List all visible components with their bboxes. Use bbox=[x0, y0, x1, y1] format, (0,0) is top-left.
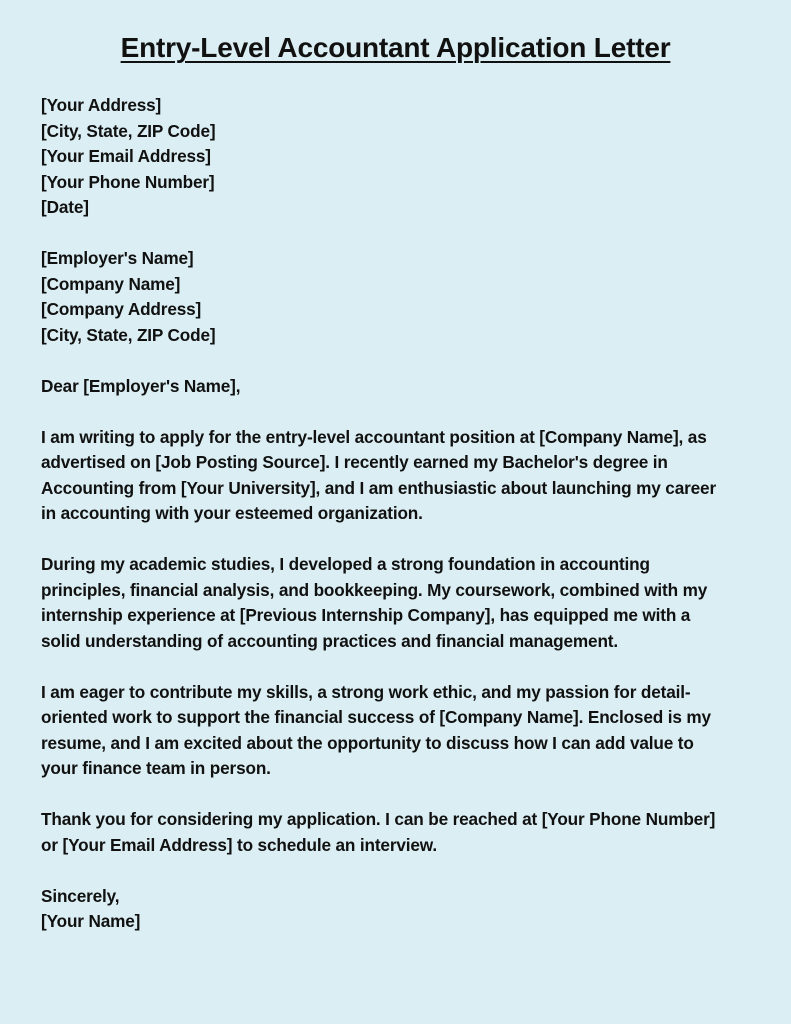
paragraph-line: in accounting with your esteemed organization. bbox=[41, 503, 423, 523]
body-paragraph-4 bbox=[41, 807, 763, 858]
salutation-text: Dear [Employer's Name], bbox=[41, 375, 241, 396]
paragraph-line: your finance team in person. bbox=[41, 758, 271, 778]
sender-block bbox=[41, 93, 763, 221]
salutation bbox=[41, 374, 763, 400]
letter-date: [Date] bbox=[41, 197, 89, 217]
recipient-company-address: [Company Address] bbox=[41, 299, 202, 319]
sender-address: [Your Address] bbox=[41, 95, 162, 115]
sender-email: [Your Email Address] bbox=[41, 146, 211, 166]
recipient-city-state-zip: [City, State, ZIP Code] bbox=[41, 324, 216, 345]
body-paragraph-1 bbox=[41, 425, 763, 527]
paragraph-line: I am eager to contribute my skills, a strong work ethic, and my passion for detail- bbox=[41, 681, 691, 702]
sender-city-state-zip: [City, State, ZIP Code] bbox=[41, 120, 216, 141]
recipient-block bbox=[41, 246, 763, 348]
body-paragraph-2 bbox=[41, 552, 763, 654]
paragraph-line: internship experience at [Previous Internship Company], has equipped me with a bbox=[41, 605, 691, 625]
letter-body bbox=[41, 93, 763, 960]
paragraph-line: Accounting from [Your University], and I am enthusiastic about launching my career bbox=[41, 477, 717, 498]
body-paragraph-3 bbox=[41, 680, 763, 782]
paragraph-line: or [Your Email Address] to schedule an interview. bbox=[41, 834, 438, 855]
recipient-company-name: [Company Name] bbox=[41, 273, 181, 294]
paragraph-line: Thank you for considering my application. I can be reached at [Your Phone Number] bbox=[41, 809, 716, 829]
closing-block bbox=[41, 884, 763, 935]
paragraph-line: resume, and I am excited about the opportunity to discuss how I can add value to bbox=[41, 732, 694, 753]
paragraph-line: principles, financial analysis, and bookkeeping. My coursework, combined with my bbox=[41, 579, 708, 600]
sender-phone: [Your Phone Number] bbox=[41, 171, 215, 192]
paragraph-line: solid understanding of accounting practices and financial management. bbox=[41, 630, 618, 651]
page-title: Entry-Level Accountant Application Letter bbox=[120, 32, 671, 63]
paragraph-line: oriented work to support the financial success of [Company Name]. Enclosed is my bbox=[41, 707, 711, 727]
paragraph-line: I am writing to apply for the entry-level accountant position at [Company Name], as bbox=[41, 426, 707, 447]
paragraph-line: During my academic studies, I developed a strong foundation in accounting bbox=[41, 554, 650, 574]
signature-name: [Your Name] bbox=[41, 911, 141, 931]
recipient-employer-name: [Employer's Name] bbox=[41, 248, 194, 268]
paragraph-line: advertised on [Job Posting Source]. I recently earned my Bachelor's degree in bbox=[41, 452, 668, 472]
valediction: Sincerely, bbox=[41, 885, 120, 906]
